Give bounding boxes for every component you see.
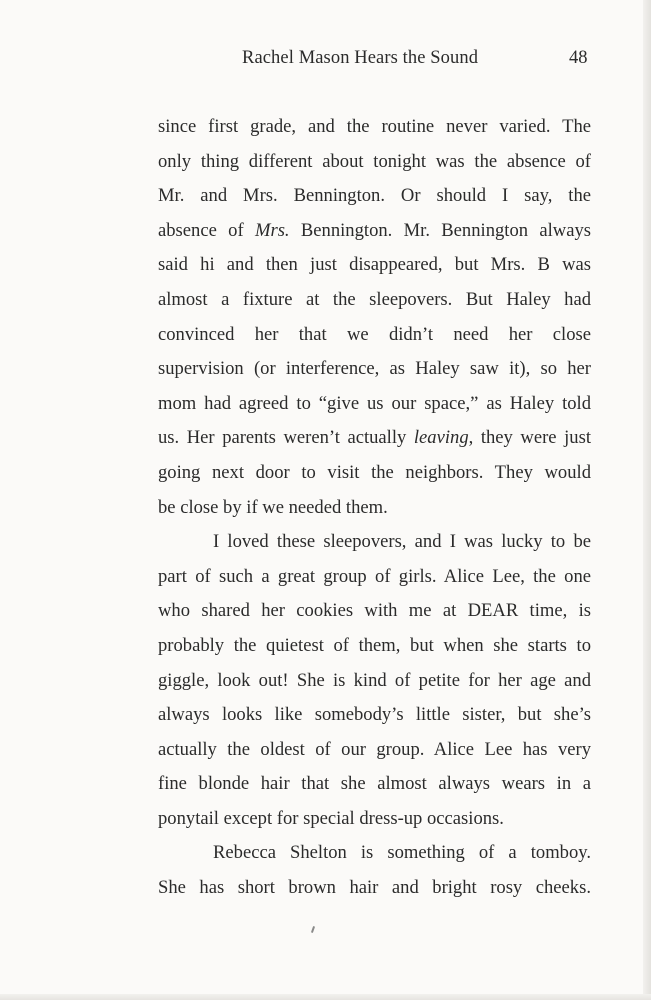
text-line: giggle, look out! She is kind of petite for her age and — [158, 669, 591, 691]
text-line: only thing different about tonight was the absence of — [158, 150, 591, 172]
text-line: always looks like somebody’s little sister, but she’s — [158, 704, 591, 726]
text-line: Rebecca Shelton is something of a tomboy. — [213, 842, 591, 864]
text-line: us. Her parents weren’t actually leaving, they were just — [158, 427, 591, 449]
text-line: actually the oldest of our group. Alice Lee has very — [158, 738, 591, 760]
text-line: supervision (or interference, as Haley saw it), so her — [158, 358, 591, 380]
text-line: probably the quietest of them, but when she starts to — [158, 634, 591, 656]
text-line: be close by if we needed them. — [158, 496, 388, 518]
ink-speck — [311, 926, 315, 933]
text-line: I loved these sleepovers, and I was lucky to be — [213, 531, 591, 553]
text-line: going next door to visit the neighbors. They would — [158, 461, 591, 483]
text-line: She has short brown hair and bright rosy cheeks. — [158, 877, 591, 899]
text-line: ponytail except for special dress-up occasions. — [158, 807, 504, 829]
paragraph-1 — [158, 110, 591, 525]
text-line: who shared her cookies with me at DEAR time, is — [158, 600, 591, 622]
text-line: fine blonde hair that she almost always wears in a — [158, 773, 591, 795]
page-header — [0, 48, 651, 74]
text-line: part of such a great group of girls. Alice Lee, the one — [158, 565, 591, 587]
text-line: mom had agreed to “give us our space,” as Haley told — [158, 392, 591, 414]
text-line: convinced her that we didn’t need her close — [158, 323, 591, 345]
text-line: almost a fixture at the sleepovers. But Haley had — [158, 288, 591, 310]
page-edge-right — [643, 0, 651, 1000]
page-number: 48 — [569, 48, 588, 68]
italic-text: Mrs. — [254, 219, 290, 241]
text-line: since first grade, and the routine never varied. The — [158, 116, 591, 137]
paragraph-3 — [158, 836, 591, 905]
text-line: Mr. and Mrs. Bennington. Or should I say, the — [158, 185, 591, 207]
italic-text: leaving — [413, 427, 469, 449]
paragraph-2 — [158, 525, 591, 836]
running-title: Rachel Mason Hears the Sound — [242, 48, 479, 68]
text-line: said hi and then just disappeared, but Mrs. B was — [158, 254, 591, 276]
text-line: absence of Mrs. Bennington. Mr. Bennington always — [158, 219, 591, 241]
page-edge-bottom — [0, 994, 651, 1000]
body-text — [158, 110, 591, 906]
